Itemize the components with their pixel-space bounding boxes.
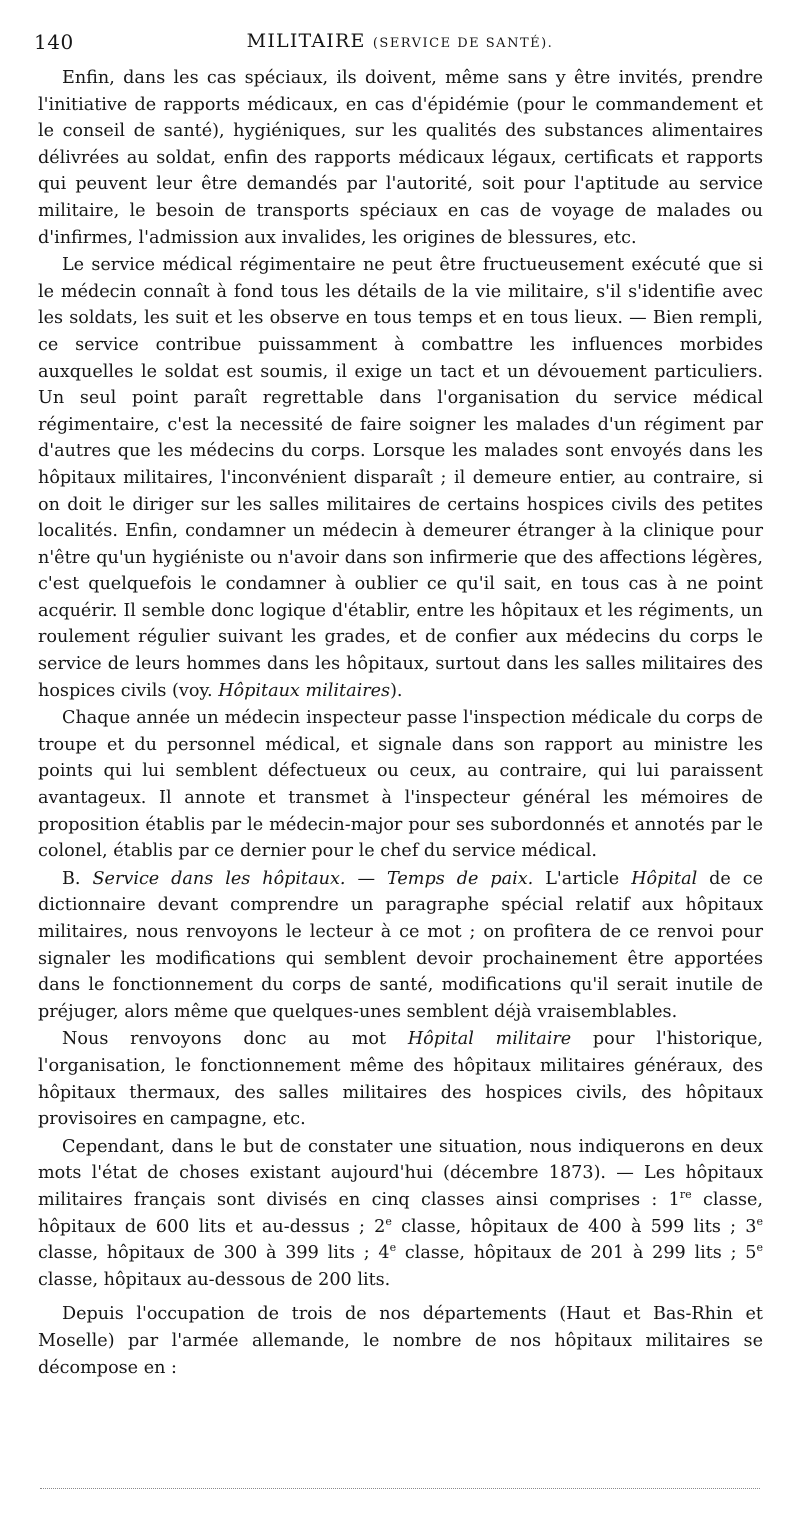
paragraph-4-text-a: L'article [545, 868, 620, 889]
running-head [34, 30, 766, 58]
ordinal-superscript: e [756, 1241, 764, 1255]
paragraph-6-text-f: classe, hôpitaux au-dessous de 200 lits. [38, 1269, 391, 1290]
ordinal-superscript: re [679, 1188, 692, 1202]
paragraph-6 [38, 1134, 763, 1294]
paragraph-7: Depuis l'occupation de trois de nos départements (Haut et Bas-Rhin et Moselle) par l'armée allemande, le nombre de nos hôpitaux militaires se décompose en : [38, 1304, 763, 1378]
cross-reference: Hôpital militaire [407, 1029, 572, 1050]
subsection-heading: Temps de paix. [387, 868, 534, 889]
section-dash: — [357, 868, 376, 889]
paragraph-6-text-a: Cependant, dans le but de constater une situation, nous indiquerons en deux mots l'état de choses existant aujourd'hui (décembre 1873). — Les hôpitaux militaires français sont divisés en cinq classes ainsi comprises : 1 [38, 1136, 763, 1210]
paragraph-2-text: Le service médical régimentaire ne peut être fructueusement exécuté que si le médecin connaît à fond tous les détails de la vie militaire, s'il s'identifie avec les soldats, les suit et les observe en tous temps et en tous lieux. — Bien rempli, ce service contribue puissamment à combattre les influences morbides auxquelles le soldat est soumis, il exige un tact et un dévouement particuliers. Un seul point paraît regrettable dans l'organisation du service médical régimentaire, c'est la necessité de faire soigner les malades d'un régiment par d'autres que les médecins du corps. Lorsque les malades sont envoyés dans les hôpitaux militaires, l'inconvénient disparaît ; il demeure entier, au contraire, si on doit le diriger sur les salles militaires de certains hospices civils des petites localités. Enfin, condamner un médecin à demeurer étranger à la clinique pour n'être qu'un hygiéniste ou n'avoir dans son infirmerie que des affections légères, c'est quelquefois le condamner à oublier ce qu'il sait, en tous cas à ne point acquérir. Il semble donc logique d'établir, entre les hôpitaux et les régiments, un roulement régulier suivant les grades, et de confier aux médecins du corps le service de leurs hommes dans les hôpitaux, surtout dans les salles militaires des hospices civils (voy. [38, 255, 763, 701]
running-title-main: MILITAIRE [246, 30, 366, 52]
footer-rule [40, 1488, 760, 1489]
section-heading: Service dans les hôpitaux. [92, 868, 346, 889]
paragraph-6-text-e: classe, hôpitaux de 201 à 299 lits ; 5 [396, 1243, 757, 1264]
paragraph-3: Chaque année un médecin inspecteur passe l'inspection médicale du corps de troupe et du personnel médical, et signale dans son rapport au ministre les points qui lui semblent défectueux ou ceux, au contraire, qui lui paraissent avantageux. Il annote et transmet à l'inspecteur général les mémoires de proposition établis par le médecin-major pour ses subordonnés et annotés par le colonel, établis par ce dernier pour le chef du service médical. [38, 708, 763, 862]
paragraph-6-text-d: classe, hôpitaux de 300 à 399 lits ; 4 [38, 1243, 390, 1264]
ordinal-superscript: e [756, 1214, 764, 1228]
paragraph-1: Enfin, dans les cas spéciaux, ils doivent, même sans y être invités, prendre l'initiative de rapports médicaux, en cas d'épidémie (pour le commandement et le conseil de santé), hygiéniques, sur les qualités des substances alimentaires délivrées au soldat, enfin des rapports médicaux légaux, certificats et rapports qui peuvent leur être demandés par l'autorité, soit pour l'aptitude au service militaire, le besoin de transports spéciaux en cas de voyage de malades ou d'infirmes, l'admission aux invalides, les origines de blessures, etc. [38, 68, 763, 248]
paragraph-5-text-a: Nous renvoyons donc au mot [62, 1029, 387, 1050]
page-number: 140 [34, 30, 74, 54]
section-label: B. [62, 868, 81, 889]
paragraph-4 [38, 866, 763, 1026]
paragraph-5-text-b: pour l'historique, l'organisation, le fonctionnement même des hôpitaux militaires généraux, des hôpitaux thermaux, des salles militaires des hospices civils, des hôpitaux provisoires en campagne, etc. [38, 1029, 764, 1130]
paragraph-4-text-b: de ce dictionnaire devant comprendre un paragraphe spécial relatif aux hôpitaux militaires, nous renvoyons le lecteur à ce mot ; on profitera de ce renvoi pour signaler les modifications qui semblent devoir prochainement être apportées dans le fonctionnement du corps de santé, modifications qu'il serait inutile de préjuger, alors même que quelques-unes semblent déjà vraisemblables. [38, 868, 764, 1022]
paragraph-6-text-c: classe, hôpitaux de 400 à 599 lits ; 3 [391, 1216, 757, 1237]
article-body [38, 65, 763, 1384]
ordinal-superscript: e [385, 1214, 392, 1228]
running-title-sub: (SERVICE DE SANTÉ). [372, 36, 554, 51]
ordinal-superscript: e [389, 1241, 397, 1255]
paragraph-5 [38, 1026, 763, 1132]
paragraph-2 [38, 252, 763, 704]
running-title [34, 30, 766, 52]
cross-reference: Hôpitaux militaires [218, 680, 391, 701]
paragraph-2-end: ). [390, 680, 403, 701]
cross-reference: Hôpital [631, 868, 698, 889]
paragraph-6-text-b: classe, hôpitaux de 600 lits et au-dessus ; 2 [38, 1189, 764, 1237]
